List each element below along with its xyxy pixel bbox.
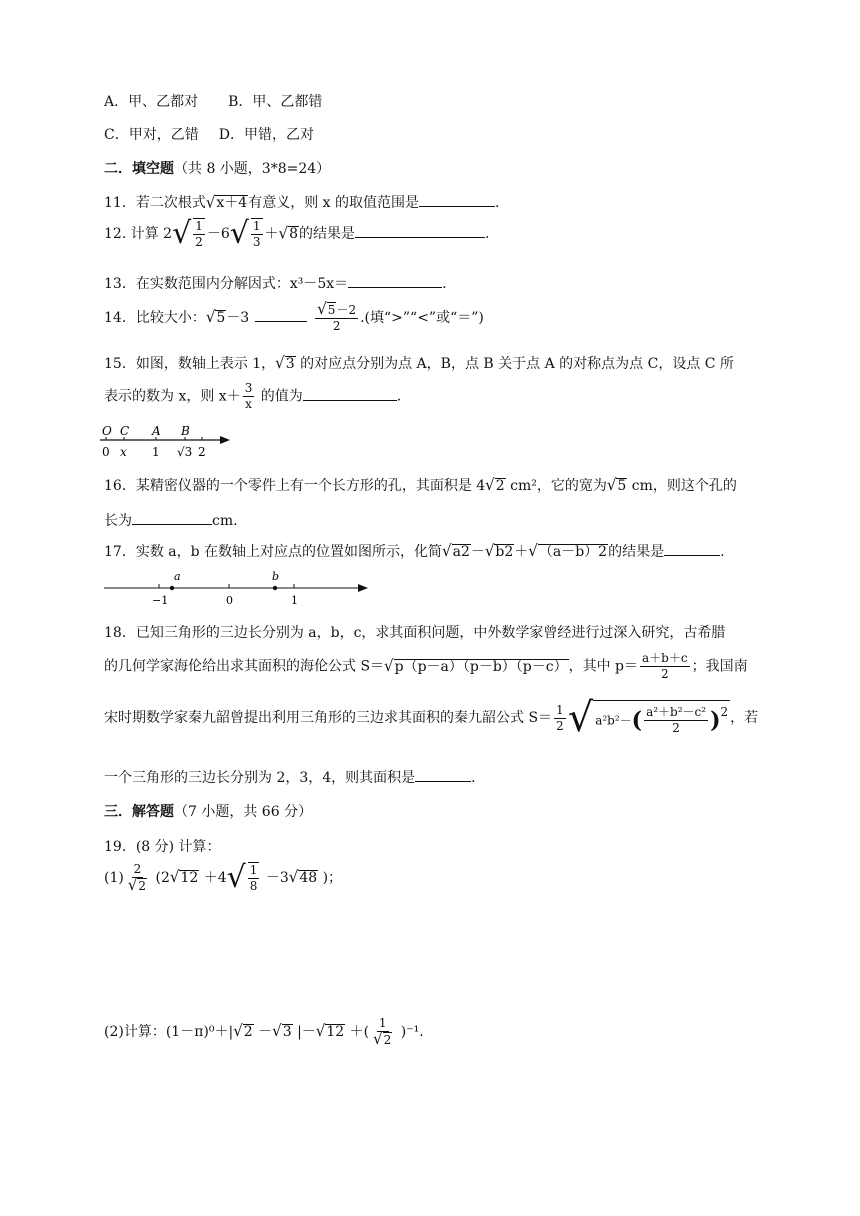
sqrt-sign: √	[315, 1021, 326, 1041]
point-label-b: B	[181, 425, 190, 438]
option-d: D．甲错，乙对	[218, 127, 314, 143]
sqrt-sign: √	[442, 541, 452, 561]
sqrt-sign: √	[528, 541, 538, 561]
q17-text: 17．实数 a，b 在数轴上对应点的位置如图所示，化简	[104, 544, 443, 560]
fraction	[640, 651, 690, 682]
tick-label-0: 0	[102, 445, 110, 459]
number-line-figure-1	[98, 425, 238, 461]
question-14	[104, 299, 484, 334]
expr-part: ＋(	[345, 1024, 370, 1040]
q16-tail: cm.	[212, 513, 238, 529]
question-15-line-2	[104, 381, 401, 412]
radicand: 3	[282, 1024, 292, 1040]
q14-op: －3	[226, 310, 250, 326]
point-label-a: A	[152, 425, 161, 438]
radicand: 12	[326, 1024, 345, 1040]
numerator: 1	[252, 219, 261, 233]
q15-tail: 的值为	[256, 388, 303, 405]
fraction	[315, 299, 358, 334]
section-2-note: （共 8 小题，3*8=24）	[174, 161, 331, 177]
q18-text: 18．已知三角形的三边长分别为 a，b，c，求其面积问题，中外数学家曾经进行过深入研究，古希腊	[104, 625, 726, 641]
q17-tail: 的结果是	[608, 544, 665, 560]
numerator: 1	[556, 702, 564, 717]
q12-op: －6	[206, 226, 230, 242]
number-line-figure-2	[100, 568, 372, 608]
radicand: 2	[383, 1033, 392, 1047]
sqrt-sign: √	[275, 353, 285, 373]
q18-text: 的几何学家海伦给出求其面积的海伦公式 S＝	[104, 658, 385, 675]
q18-text-mid: ，其中 p＝	[568, 658, 639, 675]
expr-end: )⁻¹.	[396, 1024, 424, 1040]
numerator-tail: －2	[336, 303, 357, 317]
sqrt-sign: √	[288, 867, 299, 887]
denominator: 3	[252, 235, 261, 249]
sqrt-sign: √	[226, 860, 246, 895]
tick-label-neg1: −1	[152, 594, 169, 607]
point-label-a: a	[174, 570, 181, 583]
question-19-part-2	[104, 1016, 424, 1048]
fraction	[371, 1016, 394, 1048]
sqrt-sign: √	[229, 216, 249, 251]
sqrt-sign: √	[485, 475, 495, 495]
sqrt-sign: √	[272, 1021, 282, 1041]
question-13	[104, 273, 447, 293]
answer-blank	[664, 544, 720, 556]
heron-radicand: p（p－a）（p－b）（p－c）	[394, 658, 568, 675]
q16-text-cont: cm，则这个孔的	[627, 478, 737, 494]
q14-radicand: 5	[216, 310, 226, 326]
q19-text: 19．(8 分) 计算：	[104, 839, 221, 855]
q18-end: .	[471, 770, 476, 786]
option-row-2	[104, 124, 314, 144]
answer-blank	[419, 195, 495, 207]
sqrt-sign: √	[384, 656, 394, 675]
section-3-note: （7 小题，共 66 分）	[174, 804, 313, 820]
radicand: 2	[243, 1024, 253, 1040]
q18-text-cont: ；我国南	[691, 658, 748, 675]
q11-tail: 有意义，则 x 的取值范围是	[248, 195, 419, 211]
q12-radicand: 8	[289, 226, 299, 242]
sqrt-sign: √	[567, 695, 594, 741]
section-3-heading	[104, 801, 312, 821]
option-row-1	[104, 91, 322, 111]
q12-op: ＋	[264, 226, 279, 242]
radicand-head: a²b²－	[595, 713, 632, 728]
tick-label-x: x	[120, 445, 127, 459]
question-12	[104, 218, 489, 250]
fraction	[193, 218, 205, 250]
fraction	[644, 705, 708, 736]
tick-label-1: 1	[291, 594, 298, 607]
sqrt-sign: √	[373, 1029, 383, 1049]
numerator: 3	[244, 381, 253, 395]
q11-text: 11．若二次根式	[104, 195, 206, 211]
number-line-arrow	[220, 436, 230, 444]
denominator: 2	[556, 718, 564, 733]
answer-blank	[255, 310, 307, 322]
numerator: 1	[249, 863, 258, 877]
expr-part: |－	[292, 1024, 316, 1040]
expr-end: )；	[318, 870, 343, 886]
sqrt-sign: √	[317, 299, 327, 319]
radicand: 48	[299, 870, 318, 886]
q16-text-mid: cm²，它的宽为	[505, 478, 607, 494]
numerator: 1	[378, 1016, 387, 1030]
qin-radicand	[593, 700, 730, 736]
q15-radicand: 3	[285, 356, 295, 372]
question-18-line-1	[104, 622, 725, 642]
right-bracket: )	[710, 707, 721, 734]
radicand: 5	[327, 303, 336, 317]
question-16-line-2	[104, 510, 238, 530]
part-label: (1)	[104, 870, 124, 886]
q12-end: .	[485, 226, 490, 242]
q17-end: .	[720, 544, 725, 560]
denominator: 2	[672, 721, 680, 735]
q14-text: 14．比较大小：	[104, 310, 206, 326]
sqrt-sign: √	[205, 192, 216, 212]
q17-op: －	[470, 544, 485, 560]
sqrt-sign: √	[278, 223, 289, 243]
q15-text: 表示的数为 x，则 x＋	[104, 388, 241, 405]
sqrt-sign: √	[169, 867, 180, 887]
expr-part: (2	[151, 870, 170, 886]
point-label-b: b	[272, 570, 280, 583]
q13-end: .	[442, 276, 447, 292]
expr-part: －	[253, 1024, 273, 1040]
denominator: 8	[249, 879, 258, 893]
sqrt-sign: √	[127, 875, 138, 895]
tick-label-1: 1	[152, 445, 160, 459]
answer-blank	[355, 226, 485, 238]
sqrt-sign: √	[606, 475, 617, 495]
point-b	[273, 586, 277, 590]
question-19-head	[104, 836, 221, 856]
option-c: C．甲对，乙错	[104, 127, 199, 143]
q17-radicand: b2	[495, 544, 514, 560]
expr-part: ＋4	[199, 870, 227, 886]
numerator	[315, 299, 358, 319]
left-bracket: (	[631, 707, 643, 734]
q17-op: ＋	[514, 544, 529, 560]
numerator: a＋b＋c	[642, 651, 688, 665]
point-label-c: C	[120, 425, 130, 438]
question-18-line-2	[104, 651, 748, 682]
point-a	[170, 586, 174, 590]
q16-radicand: 5	[617, 478, 627, 494]
q18-text-cont: ，若	[730, 710, 759, 726]
section-3-title: 三．解答题	[104, 804, 174, 820]
q12-tail: 的结果是	[299, 226, 356, 242]
fraction	[248, 862, 260, 894]
question-18-line-4	[104, 767, 476, 787]
point-label-o: O	[102, 425, 112, 438]
q11-end: .	[495, 195, 500, 211]
section-2-title: 二．填空题	[104, 161, 174, 177]
q16-text: 长为	[104, 513, 132, 529]
q18-text: 一个三角形的三边长分别为 2，3，4，则其面积是	[104, 770, 416, 786]
number-line-arrow	[358, 584, 368, 592]
question-16-line-1	[104, 475, 737, 495]
sqrt-sign: √	[233, 1021, 243, 1041]
q11-radicand: x＋4	[216, 195, 248, 211]
answer-blank	[415, 770, 471, 782]
option-a: A．甲、乙都对	[104, 94, 199, 110]
tick-label-2: 2	[198, 445, 206, 459]
q16-radicand: 2	[495, 478, 505, 494]
fraction	[251, 218, 263, 250]
q16-text: 16．某精密仪器的一个零件上有一个长方形的孔，其面积是 4	[104, 478, 486, 494]
tick-label-0: 0	[226, 594, 233, 607]
numerator: 1	[195, 219, 203, 233]
q12-text: 12. 计算 2	[104, 226, 173, 242]
section-2-heading	[104, 158, 330, 178]
sqrt-sign: √	[484, 541, 495, 561]
fraction	[126, 862, 149, 894]
sqrt-sign: √	[205, 307, 216, 327]
q13-text: 13．在实数范围内分解因式：x³－5x＝	[104, 276, 349, 292]
fraction	[243, 381, 255, 412]
q18-text: 宋时期数学家秦九韶曾提出利用三角形的三边求其面积的秦九韶公式 S＝	[104, 710, 553, 726]
q15-text: 15．如图，数轴上表示 1，	[104, 356, 276, 372]
option-b: B．甲、乙都错	[228, 94, 323, 110]
denominator: x	[245, 397, 252, 411]
q17-radicand: （a－b）2	[538, 544, 608, 560]
question-17	[104, 541, 725, 561]
question-18-line-3	[104, 695, 759, 741]
denominator	[371, 1029, 394, 1049]
numerator: 2	[133, 862, 142, 876]
q15-end: .	[396, 388, 402, 405]
radicand: 12	[180, 870, 199, 886]
q15-text-cont: 的对应点分别为点 A，B，点 B 关于点 A 的对称点为点 C，设点 C 所	[295, 356, 734, 372]
fraction	[554, 703, 566, 734]
answer-blank	[303, 389, 397, 401]
answer-blank	[348, 276, 442, 288]
question-19-part-1	[104, 862, 342, 894]
q14-tail: .(填“>”“<”或“＝”)	[360, 310, 484, 326]
denominator	[126, 875, 149, 895]
radicand: 2	[138, 879, 147, 893]
denominator: 2	[332, 319, 341, 333]
expr-part: －3	[261, 870, 289, 886]
sqrt-sign: √	[172, 216, 192, 251]
denominator: 2	[660, 667, 669, 681]
numerator: a²＋b²－c²	[646, 705, 707, 719]
tick-label-sqrt3: √3	[177, 445, 193, 459]
answer-blank	[132, 513, 212, 525]
question-11	[104, 192, 499, 212]
q17-radicand: a2	[452, 544, 470, 560]
exponent: 2	[720, 705, 729, 719]
expr-part: (2)计算：(1－π)⁰＋|	[104, 1024, 234, 1040]
denominator: 2	[195, 235, 203, 249]
question-15-line-1	[104, 353, 734, 373]
